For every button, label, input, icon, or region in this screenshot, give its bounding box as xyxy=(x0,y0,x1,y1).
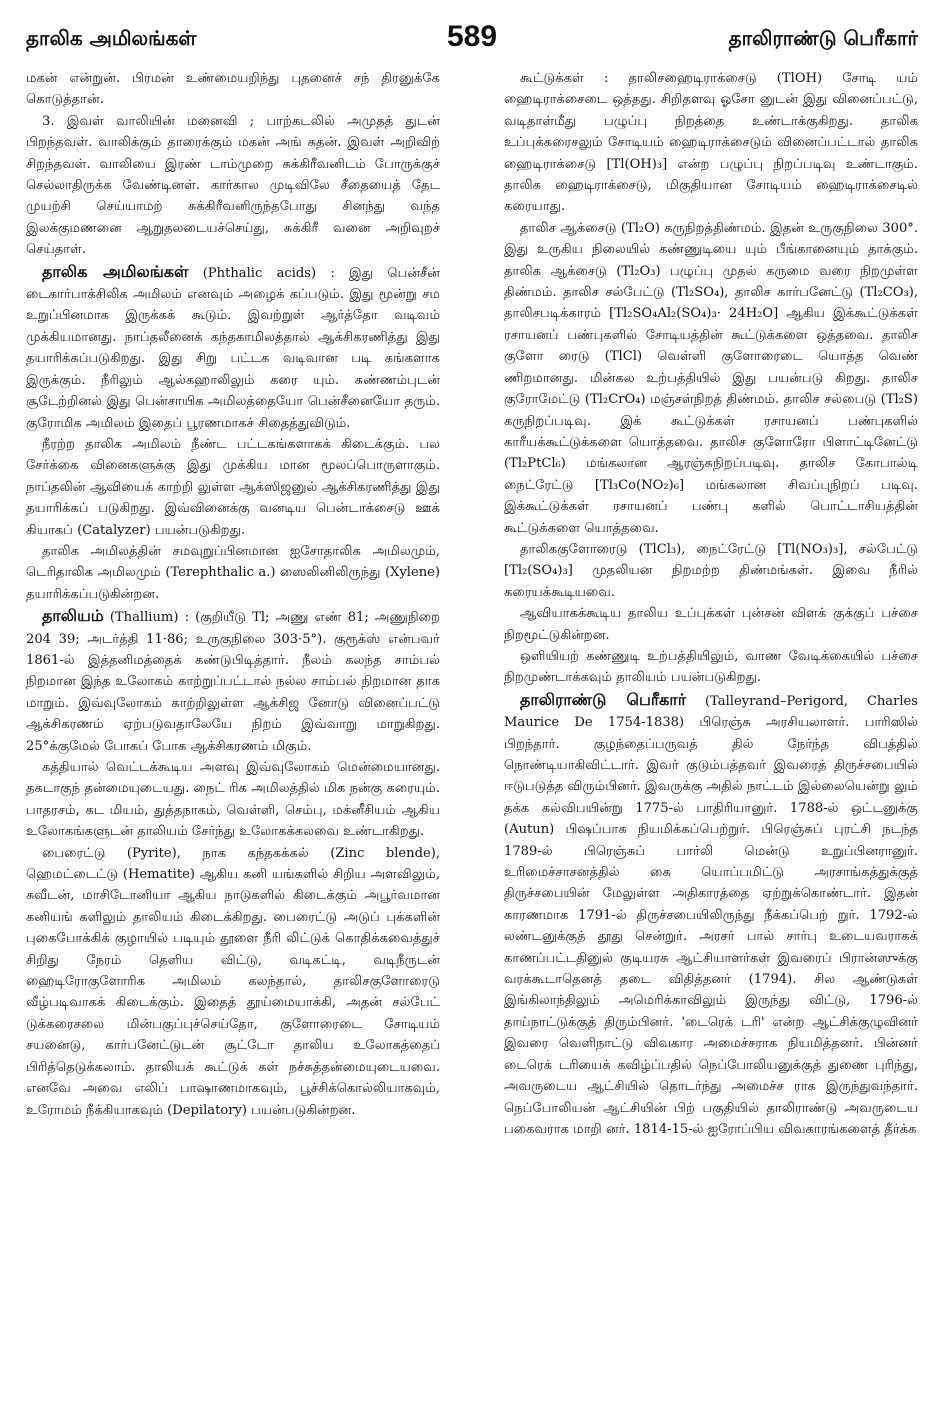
entry-headword: தாலியம் xyxy=(42,606,104,626)
right-running-title: தாலிராண்டு பெரீகார் xyxy=(728,26,918,50)
running-header xyxy=(26,20,918,60)
encyclopedia-entry xyxy=(26,261,440,434)
body-paragraph xyxy=(504,218,918,539)
page-number: 589 xyxy=(446,20,498,53)
body-paragraph xyxy=(26,434,440,541)
paragraph-text: தாலிக அமிலத்தின் சமவுறுப்பினமான ஐசோதாலிக அமிலமும், டெரிதாலிக அமிலமும் (Terephthalic a.) ஸைலினிலிருந்து (Xylene) தயாரிக்கப்படுகின்றன. xyxy=(26,543,440,602)
paragraph-text: பைரைட்டு (Pyrite), நாக கந்தகக்கல் (Zinc blende), ஹெமட்டைட்டு (Hematite) ஆகிய கனி யங்களில் சிறிய அளவிலும், சுவீடன், மாசிடோனியா ஆகிய நாடுகளில் கிடைக்கும் அபூர்வமான கனியங் களிலும் தாலியம் கிடைக்கிறது. பைரைட்டு அடுப் புக்களின் புகைபோக்கிக் குழாயில் படியும் தூளை நீரி லிட்டுக் கொதிக்கவைத்துச் சிறிது நேரம் தெளிய விட்டு, வடிகட்டி, வடிநீருடன் ஹைடிரோகுளோரிக அமிலம் கலந்தால், தாலிசகுளோரைடு வீழ்படிவாகக் கிடைக்கும். இதைத் தூய்மையாக்கி, அதன் சல்பேட் டுக்கரைசலை மின்பகுப்புச்செய்தோ, குளோரைடை சோடியம் சயனைடு, கார்பனேட்டுடன் சூட்டோ தாலிய உலோகத்தைப் பிரித்தெடுக்கலாம். தாலியக் கூட்டுக் கள் நச்சுத்தன்மையுடையவை. எனவே அவை எலிப் பாஷாணமாகவும், பூச்சிக்கொல்லியாகவும், உரோமம் நீக்கியாகவும் (Depilatory) பயன்படுகின்றன. xyxy=(26,845,440,1118)
body-paragraph xyxy=(504,603,918,646)
encyclopedia-entry xyxy=(26,605,440,757)
paragraph-text: (Thallium) : (குறியீடு Tl; அணு எண் 81; அணுநிறை 204 39; அடர்த்தி 11·86; உருகுநிலை 303·5°). குரூக்ஸ் என்பவர் 1861-ல் இத்தனிமத்தைக் கண்டுபிடித்தார். நீலம் கலந்த சாம்பல் நிறமான இந்த உலோகம் காற்றுப்பட்டால் நல்ல சாம்பல் நிறமான தாக மாறும். இவ்வுலோகம் காற்றிலுள்ள ஆக்சிஜ னோடு வினைப்பட்டு ஆக்சிகரணம் ஏற்படுவதாலேயே நிறம் இவ்வாறு மாறுகிறது. 25°க்குமேல் போகப் போக ஆக்சிகரணம் மிகும். xyxy=(26,610,440,754)
paragraph-text: (Talleyrand–Perigord, Charles Maurice De 1754-1838) பிரெஞ்சு அரசியலாளர். பாரிஸில் பிறந்தார். குழந்தைப்பருவத் தில் நேர்ந்த விபத்தில் நொண்டியாகிவிட்டார். இவர் குடும்பத்தவர் இவரைத் திருச்சபையில் ஈடுபடுத்த விரும்பினர். இவருக்கு அதில் நாட்டம் இல்லையென்று லும் தக்க கல்விபயின்று 1775-ல் பாதிரியானுர். 1788-ல் ஒட்டனுக்கு (Autun) பிஷப்பாக நியமிக்கப்பெற்றுர். பிரெஞ்சுப் புரட்சி நடந்த 1789-ல் பிரெஞ்சுப் பார்லி மென்டு உறுப்பினரானுர். உரிமைச்சாசனத்தில் கை யொப்பமிட்டு அரசாங்கத்துக்குத் திருச்சபையின் மேலுள்ள அதிகாரத்தை ஏற்றுக்கொண்டார். இதன் காரணமாக 1791-ல் திருச்சபையிலிருந்து நீக்கப்பெற் றுர். 1792-ல் லண்டனுக்குத் தூது சென்றுர். அரசர் பால் சார்பு உடையவராகக் காணப்பட்டதினுல் குடியரசு ஆட்சியாளர்கள் இவரைப் பிரான்ஸுக்கு வரக்கூடாதெனத் தடை விதித்தனர் (1794). சில ஆண்டுகள் இங்கிலாந்திலும் அமெரிக்காவிலும் இருந்து விட்டு, 1796-ல் தாய்நாட்டுக்குத் திரும்பினர். 'டைரெக் டரி' என்ற ஆட்சிக்குழுவினர் இவரை வெளிநாட்டு விவகார அமைச்சராக நியமித்தனர். பின்னர் டைரெக் டரியைக் கவிழ்ப்பதில் நெப்போலியனுக்குத் துணை புரிந்து, அவருடைய ஆட்சியில் தொடர்ந்து அமைச்ச ராக இருந்துவந்தார். நெப்போலியன் ஆட்சியின் பிற் பகுதியில் தாலிராண்டு அவருடைய பகைவராக மாறி னர். 1814-15-ல் ஐரோப்பிய விவகாரங்களைத் தீர்க்க xyxy=(504,693,918,1137)
paragraph-text: தாலிச ஆக்சைடு (Tl₂O) கருநிறத்திண்மம். இதன் உருகுநிலை 300°. இது உருகிய நிலையில் கண்ணுடியை யும் பீங்கானையும் தாக்கும். தாலிக ஆக்சைடு (Tl₂O₃) பழுப்பு முதல் கருமை வரை நிறமுள்ள திண்மம். தாலிச சல்பேட்டு (Tl₂SO₄), தாலிச கார்பனேட்டு (Tl₂CO₃), தாலிசபடிக்காரம் [Tl₂SO₄Al₂(SO₄)₃· 24H₂O] ஆகிய இக்கூட்டுக்கள் ரசாயனப் பண்புகளில் சோடியத்தின் கூட்டுக்களை ஒத்தவை. தாலிச குளோ ரைடு (TlCl) வெள்ளி குளோரைடை யொத்த வெண் ணிறமானது. மின்கல உற்பத்தியில் இது பயன்படு கிறது. தாலிச குரோமேட்டு (Tl₂CrO₄) மஞ்சள்நிறத் திண்மம். தாலிச சல்பைடு (Tl₂S) கருநிறப்படிவு. இக் கூட்டுக்கள் ரசாயனப் பண்புகளில் காரீயக்கூட்டுக்களை யொத்தவை. தாலிச குளோரோ பிளாட்டினேட்டு (Tl₂PtCl₆) மங்கலான ஆரஞ்சுநிறப்படிவு. தாலிச கோபால்டி நைட்ரேட்டு [Tl₃Co(NO₂)₆] மங்கலான சிவப்புநிறப் படிவு. இக்கூட்டுக்கள் ரசாயனப் பண்பு களில் பொட்டாசியத்தின் கூட்டுக்களை யொத்தவை. xyxy=(504,220,918,536)
left-text-column xyxy=(26,68,440,1413)
paragraph-text: ஆவியாகக்கூடிய தாலிய உப்புக்கள் புன்சன் விளக் குக்குப் பச்சை நிறமூட்டுகின்றன. xyxy=(504,606,918,643)
right-text-column xyxy=(504,68,918,1413)
body-paragraph xyxy=(26,68,440,111)
encyclopedia-entry xyxy=(504,689,918,1141)
paragraph-text: ஒளியியற் கண்ணுடி உற்பத்தியிலும், வாண வேடிக்கையில் பச்சை நிறமுண்டாக்கவும் தாலியம் பயன்படுகிறது. xyxy=(504,648,918,686)
paragraph-text: மகன் என்றுன். பிரமன் உண்மையறிந்து புதனைச் சந் திரனுக்கே கொடுத்தான். xyxy=(26,71,440,108)
body-paragraph xyxy=(26,541,440,605)
paragraph-text: (Phthalic acids) : இது பென்சீன் டைகார்பாக்சிலிக அமிலம் எனவும் அழைக் கப்படும். இது மூன்று சம உறுப்பினமாக இருக்கக் கூடும். இவற்றுள் ஆர்த்தோ வடிவம் முக்கியமானது. நாப்தலீனைக் கந்தகாமிலத்தால் ஆக்சிகரணித்து இது தயாரிக்கப்படுகிறது. இது சிறு பட்டக வடிவான படி கங்களாக இருக்கும். நீரிலும் ஆல்கஹாலிலும் கரை யும். சுண்ணம்புடன் சூடேற்றினல் இது பென்சாயிக அமிலத்தையோ பென்சீனையோ தரும். குரோமிக அமிலம் இதைப் பூரணமாகச் சிதைத்துவிடும். xyxy=(26,265,440,431)
body-paragraph xyxy=(26,111,440,261)
paragraph-text: கத்தியால் வெட்டக்கூடிய அளவு இவ்வுலோகம் மென்மையானது. தகடாகுந் தன்மையுடையது. நைட் ரிக அமிலத்தில் மிக நன்கு கரையும். பாதரசம், கட மியம், துத்தநாகம், வெள்ளி, செம்பு, மக்னீசியம் ஆகிய உலோகங்களுடன் தாலியம் சேர்ந்து உலோகக்கலவை உண்டாகிறது. xyxy=(26,760,440,840)
paragraph-text: கூட்டுக்கள் : தாலிசஹைடிராக்சைடு (TlOH) சோடி யம் ஹைடிராக்சைடை ஒத்தது. சிறிதளவு ஓசோ னுடன் இது வினைப்பட்டு, வடிதாள்மீது பழுப்பு நிறத்தை உண்டாக்குகிறது. தாலிக உப்புக்கரைசலும் சோடியம் ஹைடிராக்சைடும் வினைப்பட்டால் தாலிக ஹைடிராக்சைடு [Tl(OH)₃] என்ற பழுப்பு நிறப்படிவு உண்டாகும். தாலிக ஹைடிராக்சைடு, மிகுதியான சோடியம் ஹைடிராக்சைடில் கரையாது. xyxy=(504,71,918,215)
body-paragraph xyxy=(26,757,440,843)
paragraph-text: தாலிககுளோரைடு (TlCl₃), நைட்ரேட்டு [Tl(NO₃)₃], சல்பேட்டு [Tl₂(SO₄)₃] முதலியன நிறமற்ற திண்மங்கள். இவை நீரில் கரையக்கூடியவை. xyxy=(504,541,918,600)
body-paragraph xyxy=(504,539,918,603)
body-paragraph xyxy=(26,843,440,1121)
body-paragraph xyxy=(504,646,918,689)
entry-headword: தாலிராண்டு பெரீகார் xyxy=(520,689,687,709)
paragraph-text: 3. இவள் வாலியின் மனைவி ; பாற்கடலில் அமுதத் துடன் பிறந்தவள். வாலிக்கும் தாரைக்கும் மகன் அங் கதன். இவள் அறிவிற் சிறந்தவள். வாலியை இரண் டாம்முறை சுக்கிரீவனிடம் போருக்குச் செல்லாதிருக்க வேண்டினள். கார்கால முடிவிலே சீதையைத் தேட முயற்சி செய்யாமற் சுக்கிரீவனிருந்தபோது சினந்து வந்த இலக்குமணனை ஆறுதலடையச்செய்து, சுக்கிரீ வனை அறிவுறச் செய்தாள். xyxy=(26,113,440,258)
body-paragraph xyxy=(504,68,918,218)
paragraph-text: நீரற்ற தாலிக அமிலம் நீண்ட பட்டகங்களாகக் கிடைக்கும். பல சேர்க்கை வினைகளுக்கு இது முக்கிய மான மூலப்பொருளாகும். நாப்தலின் ஆவியைக் காற்றி லுள்ள ஆக்ஸிஜனுல் ஆக்சிகரணித்து இது தயாரிக்கப் படுகிறது. இவ்வினைக்கு வனடிய பென்டாக்சைடு ஊக் கியாகப் (Catalyzer) பயன்படுகிறது. xyxy=(26,436,440,538)
entry-headword: தாலிக அமிலங்கள் xyxy=(42,261,189,281)
left-running-title: தாலிக அமிலங்கள் xyxy=(26,26,197,50)
